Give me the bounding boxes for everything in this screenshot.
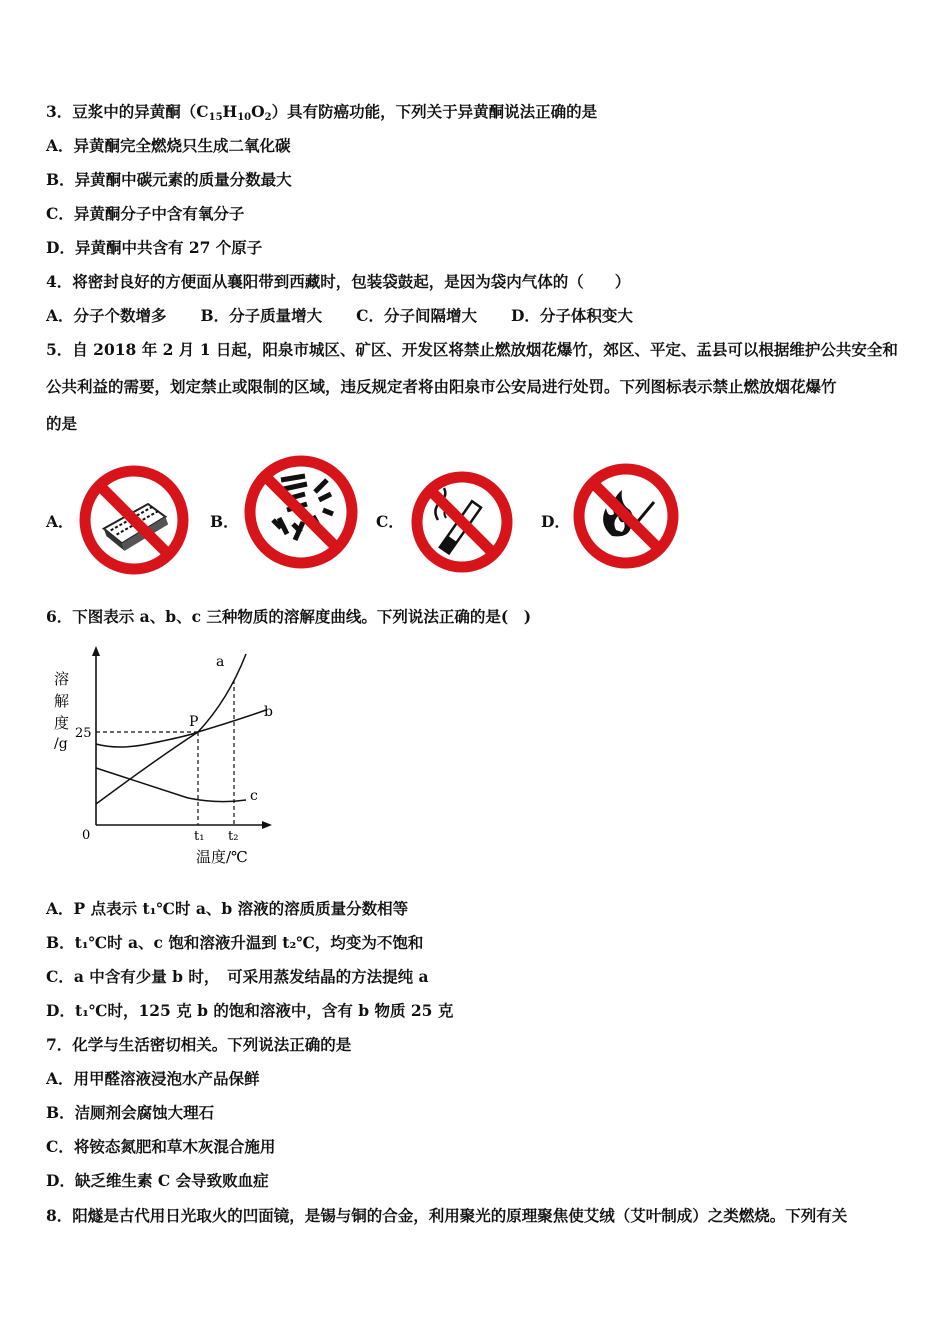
q5-label-d: D．: [541, 512, 570, 531]
point-p-label: P: [189, 714, 199, 730]
q7-option-d: D．缺乏维生素 C 会导致败血症: [46, 1171, 269, 1190]
q3-stem: 3．豆浆中的异黄酮$(C_{15}H_{10}O_2)$具有防癌功能，下列关于异黄酮说法正确的是: [46, 102, 598, 123]
q3-option-b: B．异黄酮中碳元素的质量分数最大: [46, 170, 292, 189]
no-matches-icon: [78, 464, 190, 576]
q6-option-b: B．t₁℃时 a、c 饱和溶液升温到 t₂℃，均变为不饱和: [46, 933, 424, 952]
q4-option-d: D．分子体积变大: [510, 306, 633, 325]
q7-stem: 7．化学与生活密切相关。下列说法正确的是: [46, 1035, 352, 1054]
x-axis-arrow: [262, 821, 272, 829]
q3-option-d: D．异黄酮中共含有 27 个原子: [46, 238, 263, 257]
q4-option-c: C．分子间隔增大: [356, 306, 477, 325]
q4-option-a: A．分子个数增多: [46, 306, 167, 325]
q5-label-c: C．: [376, 512, 404, 531]
curve-a: [96, 654, 246, 804]
y-tick-25: 25: [75, 726, 92, 741]
series-c-label: c: [250, 788, 258, 804]
q3-option-c: C．异黄酮分子中含有氧分子: [46, 204, 245, 223]
ylabel-char-1: 溶: [54, 670, 70, 688]
q7-option-c: C．将铵态氮肥和草木灰混合施用: [46, 1137, 276, 1156]
x-tick-t1: t₁: [194, 829, 205, 844]
q3-option-a: A．异黄酮完全燃烧只生成二氧化碳: [46, 136, 291, 155]
solubility-chart: [48, 640, 288, 870]
q4-stem: 4．将密封良好的方便面从襄阳带到西藏时，包装袋鼓起，是因为袋内气体的（ ）: [46, 272, 631, 291]
series-a-label: a: [216, 654, 225, 670]
curve-c: [96, 768, 246, 802]
x-tick-t2: t₂: [228, 829, 239, 844]
q5-stem-line3: 的是: [46, 414, 78, 433]
no-firecrackers-icon: [243, 454, 359, 570]
q7-option-a: A．用甲醛溶液浸泡水产品保鲜: [46, 1069, 260, 1088]
q4-option-b: B．分子质量增大: [200, 306, 323, 325]
q6-option-a: A．P 点表示 t₁℃时 a、b 溶液的溶质质量分数相等: [46, 899, 409, 918]
q5-stem-line2: 公共利益的需要，划定禁止或限制的区域，违反规定者将由阳泉市公安局进行处罚。下列图标表示禁止燃放烟花爆竹: [46, 377, 837, 396]
no-open-flame-icon: [572, 462, 680, 570]
ylabel-char-3: 度: [54, 714, 70, 732]
no-smoking-icon: [410, 470, 514, 574]
q5-stem-line1: 5．自 2018 年 2 月 1 日起，阳泉市城区、矿区、开发区将禁止燃放烟花爆竹，郊区、平定、盂县可以根据维护公共安全和: [46, 340, 898, 359]
ylabel-char-2: 解: [54, 692, 70, 710]
q6-option-d: D．t₁℃时，125 克 b 的饱和溶液中，含有 b 物质 25 克: [46, 1001, 454, 1020]
q6-stem: 6．下图表示 a、b、c 三种物质的溶解度曲线。下列说法正确的是( ): [46, 607, 532, 626]
origin-label: 0: [82, 828, 91, 843]
q7-option-b: B．洁厕剂会腐蚀大理石: [46, 1103, 215, 1122]
q5-label-a: A．: [46, 512, 74, 531]
q5-label-b: B．: [210, 512, 239, 531]
x-axis-label: 温度/℃: [196, 848, 248, 866]
y-axis-arrow: [92, 646, 100, 656]
q8-stem: 8．阳燧是古代用日光取火的凹面镜，是锡与铜的合金，利用聚光的原理聚焦使艾绒（艾叶制成）之类燃烧。下列有关: [46, 1206, 848, 1225]
q6-option-c: C．a 中含有少量 b 时， 可采用蒸发结晶的方法提纯 a: [46, 967, 429, 986]
q4-options: [46, 306, 667, 326]
curve-b: [96, 710, 266, 747]
ylabel-char-4: /g: [54, 736, 68, 752]
series-b-label: b: [264, 704, 273, 720]
